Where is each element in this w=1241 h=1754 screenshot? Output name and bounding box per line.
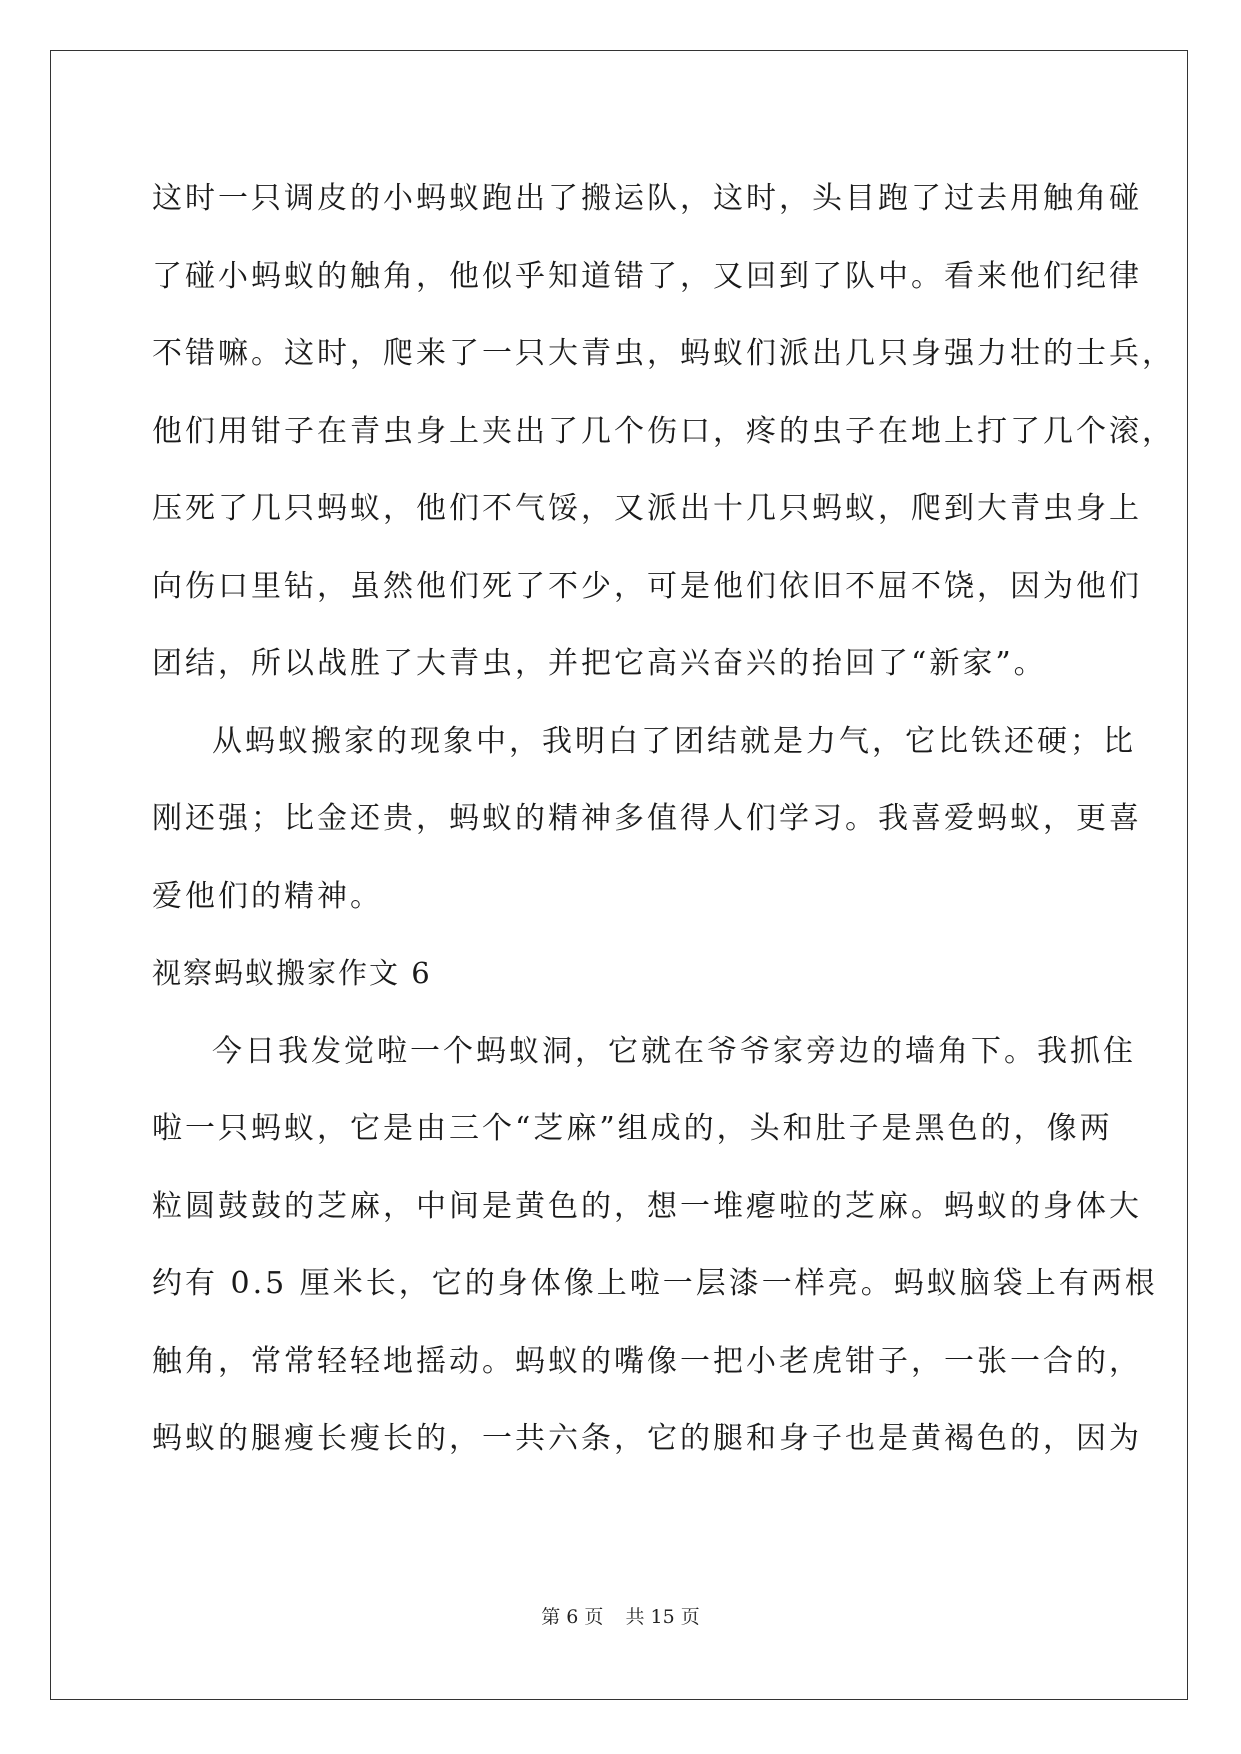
text-line: 向伤口里钻，虽然他们死了不少，可是他们依旧不屈不饶，因为他们 — [152, 568, 1142, 604]
page-total: 共 15 页 — [625, 1606, 700, 1628]
text-line: 这时一只调皮的小蚂蚁跑出了搬运队，这时，头目跑了过去用触角碰 — [152, 181, 1142, 216]
text-line: 啦一只蚂蚁，它是由三个“芝麻”组成的，头和肚子是黑色的，像两 — [152, 1111, 1113, 1146]
paragraph-section-body — [152, 1013, 1158, 1478]
text-line: 约有 0.5 厘米长，它的身体像上啦一层漆一样亮。蚂蚁脑袋上有两根 — [152, 1266, 1158, 1301]
text-line: 触角，常常轻轻地摇动。蚂蚁的嘴像一把小老虎钳子，一张一合的， — [152, 1343, 1142, 1379]
text-line: 蚂蚁的腿瘦长瘦长的，一共六条，它的腿和身子也是黄褐色的，因为 — [152, 1421, 1142, 1456]
page-footer — [0, 1602, 1241, 1629]
text-line: 不错嘛。这时，爬来了一只大青虫，蚂蚁们派出几只身强力壮的士兵， — [152, 336, 1175, 371]
paragraph-conclusion — [152, 703, 1142, 936]
text-line: 今日我发觉啦一个蚂蚁洞，它就在爷爷家旁边的墙角下。我抓住 — [212, 1033, 1136, 1069]
text-line: 他们用钳子在青虫身上夹出了几个伤口，疼的虫子在地上打了几个滚， — [152, 413, 1175, 449]
section-title: 视察蚂蚁搬家作文 6 — [152, 956, 432, 990]
text-line: 刚还强；比金还贵，蚂蚁的精神多值得人们学习。我喜爱蚂蚁，更喜 — [152, 801, 1142, 836]
paragraph-continuation — [152, 160, 1175, 703]
text-line: 爱他们的精神。 — [152, 878, 383, 914]
text-line: 了碰小蚂蚁的触角，他似乎知道错了，又回到了队中。看来他们纪律 — [152, 258, 1142, 294]
text-line: 压死了几只蚂蚁，他们不气馁，又派出十几只蚂蚁，爬到大青虫身上 — [152, 491, 1142, 526]
text-line: 团结，所以战胜了大青虫，并把它高兴奋兴的抬回了“新家”。 — [152, 646, 1047, 681]
text-line: 从蚂蚁搬家的现象中，我明白了团结就是力气，它比铁还硬；比 — [212, 723, 1136, 759]
page-number: 第 6 页 — [541, 1606, 604, 1628]
document-body — [152, 160, 1175, 1478]
text-line: 粒圆鼓鼓的芝麻，中间是黄色的，想一堆瘪啦的芝麻。蚂蚁的身体大 — [152, 1188, 1142, 1224]
